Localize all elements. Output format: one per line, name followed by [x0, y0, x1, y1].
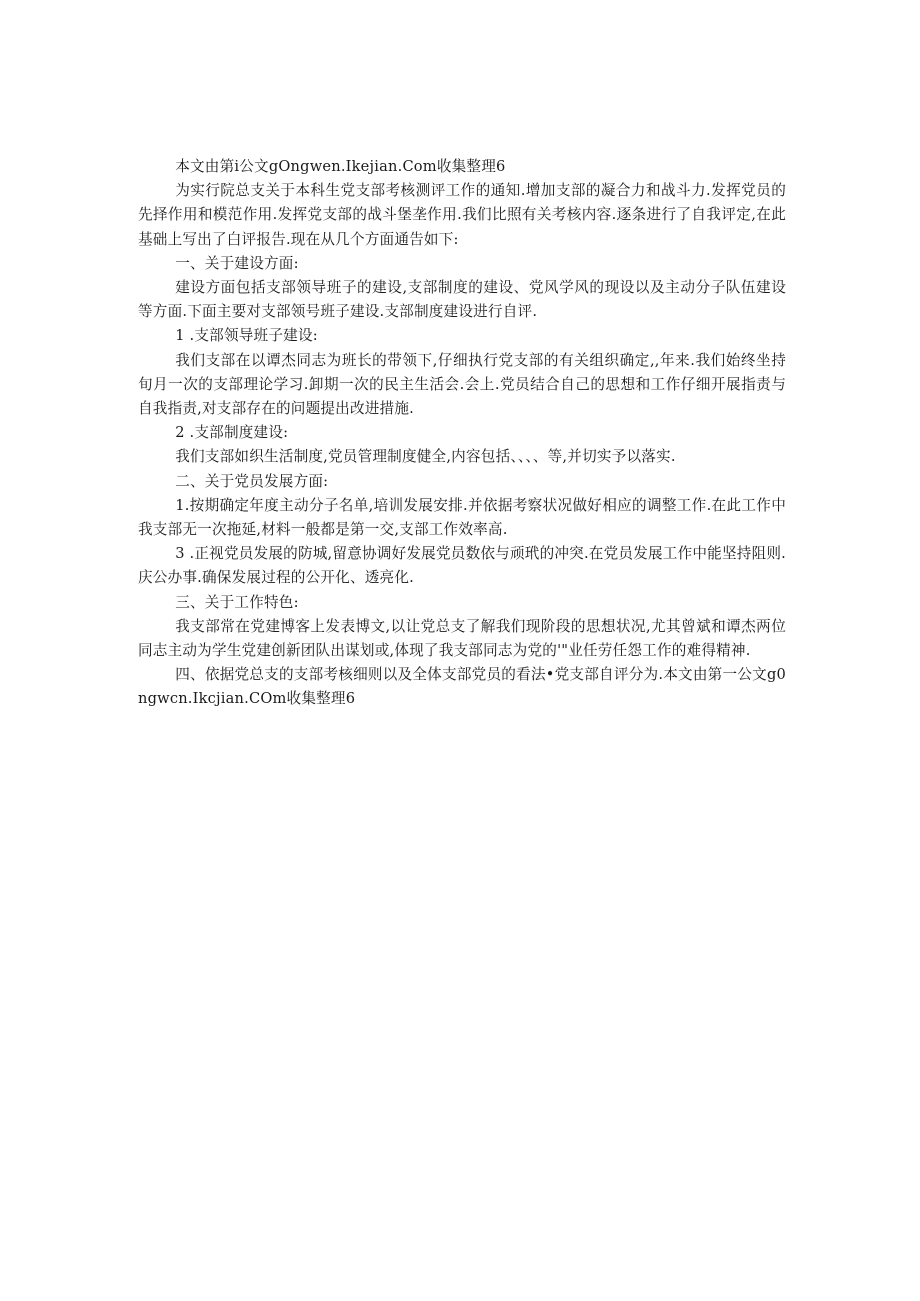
conclusion-paragraph: 四、依据党总支的支部考核细则以及全体支部党员的看法•党支部自评分为.本文由第一公文g0ngwcn.Ikcjian.COm收集整理6	[138, 666, 786, 708]
intro-paragraph: 为实行院总支关于本科生党支部考核测评工作的通知.增加支部的凝合力和战斗力.发挥党员的先择作用和模范作用.发挥党支部的战斗堡垄作用.我们比照有关考核内容.逐条进行了自我评定,在此基础上写出了白评报告.现在从几个方面通告如下:	[138, 182, 786, 248]
document-body	[138, 155, 786, 712]
development-item-3: 3 .正视党员发展的防城,留意协调好发展党员数依与顽玳的冲突.在党员发展工作中能坚持阻则.庆公办事.确保发展过程的公开化、透亮化.	[138, 545, 786, 587]
section-heading-features: 三、关于工作特色:	[175, 593, 299, 611]
subheading-leadership: 1 .支部领导班子建设:	[175, 327, 318, 345]
source-note-header: 本文由第i公文gOngwen.Ikejian.Com收集整理6	[175, 158, 506, 175]
leadership-paragraph: 我们支部在以谭杰同志为班长的带领下,仔细执行党支部的有关组织确定,,年来.我们始终坐持旬月一次的支部理论学习.卸期一次的民主生活会.会上.党员结合自己的思想和工作仔细开展指责与自我指责,对支部存在的问题提出改进措施.	[138, 351, 786, 418]
section-heading-construction: 一、关于建设方面:	[175, 254, 299, 272]
section-heading-development: 二、关于党员发展方面:	[175, 472, 329, 490]
features-paragraph: 我支部常在党建博客上发表博文,以让党总支了解我们现阶段的思想状况,尤其曾斌和谭杰两位同志主动为学生党建创新团队出谋划或,体现了我支部同志为党的'"业任劳任怨工作的难得精神.	[138, 617, 786, 660]
subheading-system: 2 .支部制度建设:	[175, 424, 289, 442]
system-paragraph: 我们支部如织生活制度,党员管理制度健全,内容包括、、、、等,并切实予以落实.	[175, 448, 676, 466]
construction-paragraph: 建设方面包括支部领导班子的建设,支部制度的建设、党风学风的现设以及主动分子队伍建设等方面.下面主要对支部领号班子建设.支部制度建设进行自评.	[138, 279, 786, 321]
development-item-1: 1.按期确定年度主动分子名单,培训发展安排.并依据考察状况做好相应的调整工作.在此工作中我支部无一次拖延,材料一般都是第一交,支部工作效率高.	[138, 496, 786, 539]
